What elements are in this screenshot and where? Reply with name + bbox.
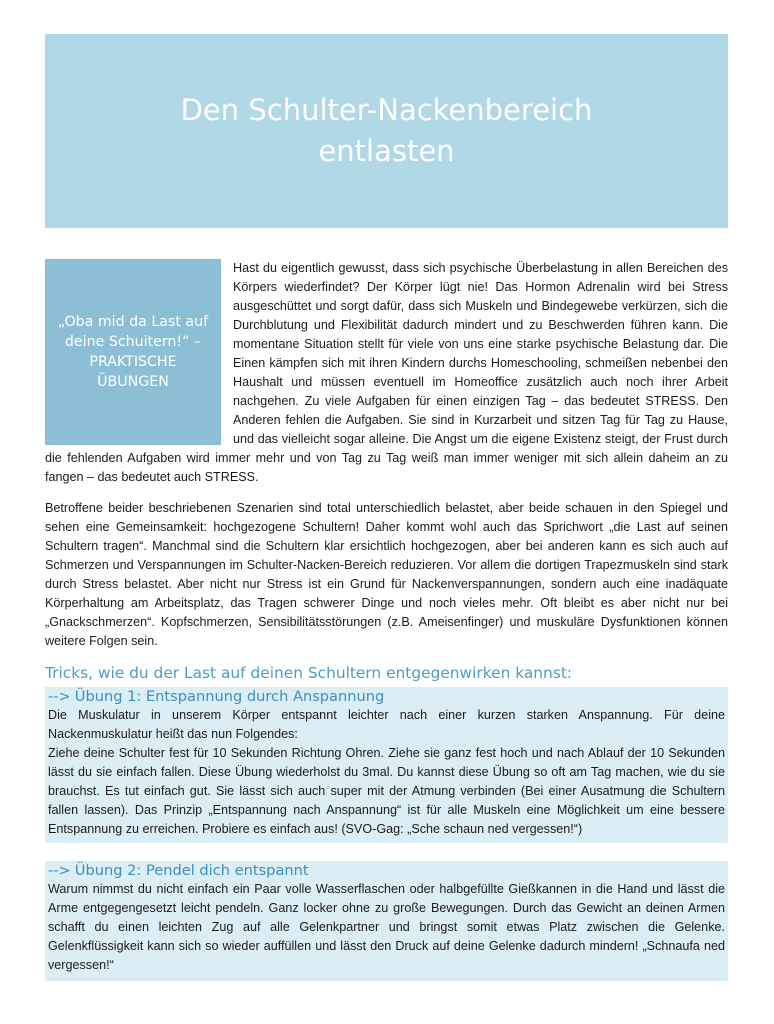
callout-line-1: „Oba mid da Last auf bbox=[57, 314, 209, 330]
arrow-icon: --> bbox=[48, 862, 71, 879]
document-page bbox=[45, 34, 728, 981]
quote-callout-box bbox=[45, 259, 221, 445]
intro-paragraph: Hast du eigentlich gewusst, dass sich psychische Überbelastung in allen Bereichen des Körpers wiederfindet? Der Körper lügt nie! Das Hormon Adrenalin wird bei Stress ausgeschüttet und sorgt dafür, dass sich Muskeln und Bindegewebe verkürzen, sich die Durchblutung und Flexibilität dadurch mindert und zu Beschwerden führen kann. Die momentane Situation stellt für viele von uns eine starke psychische Belastung dar. Die Einen kämpfen sich mit ihren Kindern durchs Homeschooling, schmeißen nebenbei den Haushalt und müssen eventuell im Homeoffice zusätzlich auch noch ihrer Arbeit nachgehen. Zu viele Aufgaben für einen einzigen Tag – das bedeutet STRESS. Den Anderen fehlen die Aufgaben. Sie sind in Kurzarbeit und sitzen Tag für Tag zu Hause, und das vielleicht sogar alleine. Die Angst um die eigene Existenz steigt, der Frust durch die fehlenden Aufgaben wird immer mehr und von Tag zu Tag weiß man immer weniger mit sich allein daheim an zu fangen – das bedeutet auch STRESS. bbox=[45, 261, 728, 484]
callout-line-2: deine Schuitern!“ – bbox=[64, 334, 202, 350]
body-paragraph-2: Betroffene beider beschriebenen Szenarien sind total unterschiedlich belastet, aber beide schauen in den Spiegel und sehen eine Gemeinsamkeit: hochgezogene Schultern! Daher kommt wohl auch das Sprichwort „die Last auf seinen Schultern tragen“. Manchmal sind die Schultern klar ersichtlich hochgezogen, aber bei anderen kann es sich auch auf Schmerzen und Verspannungen im Schulter-Nacken-Bereich reduzieren. Vor allem die dortigen Trapezmuskeln sind stark durch Stress belastet. Aber nicht nur Stress ist ein Grund für Nackenverspannungen, sondern auch eine inadäquate Körperhaltung am Arbeitsplatz, das Tragen schwerer Dinge und noch vieles mehr. Oft bleibt es aber nicht nur bei „Gnackschmerzen“. Kopfschmerzen, Sensibilitätsstörungen (z.B. Ameisenfinger) und muskuläre Dysfunktionen können weitere Folgen sein. bbox=[45, 501, 728, 648]
page-title-line-2: entlasten bbox=[318, 134, 455, 168]
arrow-icon: --> bbox=[48, 688, 71, 705]
exercise-1-box bbox=[45, 687, 728, 843]
intro-section bbox=[45, 259, 728, 487]
exercise-1-instructions: Ziehe deine Schulter fest für 10 Sekunden Richtung Ohren. Ziehe sie ganz fest hoch und nach Ablauf der 10 Sekunden lässt du sie einfach fallen. Diese Übung wiederholst du 3mal. Du kannst diese Übung so oft am Tag machen, wie du sie brauchst. Es tut einfach gut. Sie lässt sich auch super mit der Atmung verbinden (Bei einer Ausatmung die Schultern fallen lassen). Das Prinzip „Entspannung nach Anspannung“ ist für alle Muskeln eine Möglichkeit um eine bessere Entspannung zu erreichen. Probiere es einfach aus! (SVO-Gag: „Sche schaun ned vergessen!“) bbox=[48, 746, 725, 836]
title-banner bbox=[45, 34, 728, 228]
page-title bbox=[181, 90, 593, 172]
exercise-1-title: Übung 1: Entspannung durch Anspannung bbox=[74, 688, 385, 705]
exercise-2-title: Übung 2: Pendel dich entspannt bbox=[74, 862, 309, 879]
callout-line-3: PRAKTISCHE bbox=[89, 354, 177, 370]
callout-line-4: ÜBUNGEN bbox=[97, 374, 169, 390]
page-title-line-1: Den Schulter-Nackenbereich bbox=[180, 93, 593, 127]
exercise-1-intro: Die Muskulatur in unserem Körper entspannt leichter nach einer kurzen starken Anspannung. Für deine Nackenmuskulatur heißt das nun Folgendes: bbox=[48, 708, 725, 741]
exercise-2-text: Warum nimmst du nicht einfach ein Paar volle Wasserflaschen oder halbgefüllte Gießkannen in die Hand und lässt die Arme entgegengesetzt leicht pendeln. Ganz locker ohne zu große Bewegungen. Durch das Gewicht an deinen Armen schafft du einen leichten Zug auf alle Gelenkpartner und bringst somit etwas Platz zwischen die Gelenke. Gelenkflüssigkeit kann sich so wieder auffüllen und lässt den Druck auf deine Gelenke dadurch mindern! „Schnaufa ned vergessen!“ bbox=[48, 882, 725, 972]
exercise-1-heading bbox=[48, 687, 725, 706]
exercise-2-box bbox=[45, 861, 728, 981]
tricks-heading: Tricks, wie du der Last auf deinen Schultern entgegenwirken kannst: bbox=[45, 664, 573, 682]
exercise-2-heading bbox=[48, 861, 725, 880]
